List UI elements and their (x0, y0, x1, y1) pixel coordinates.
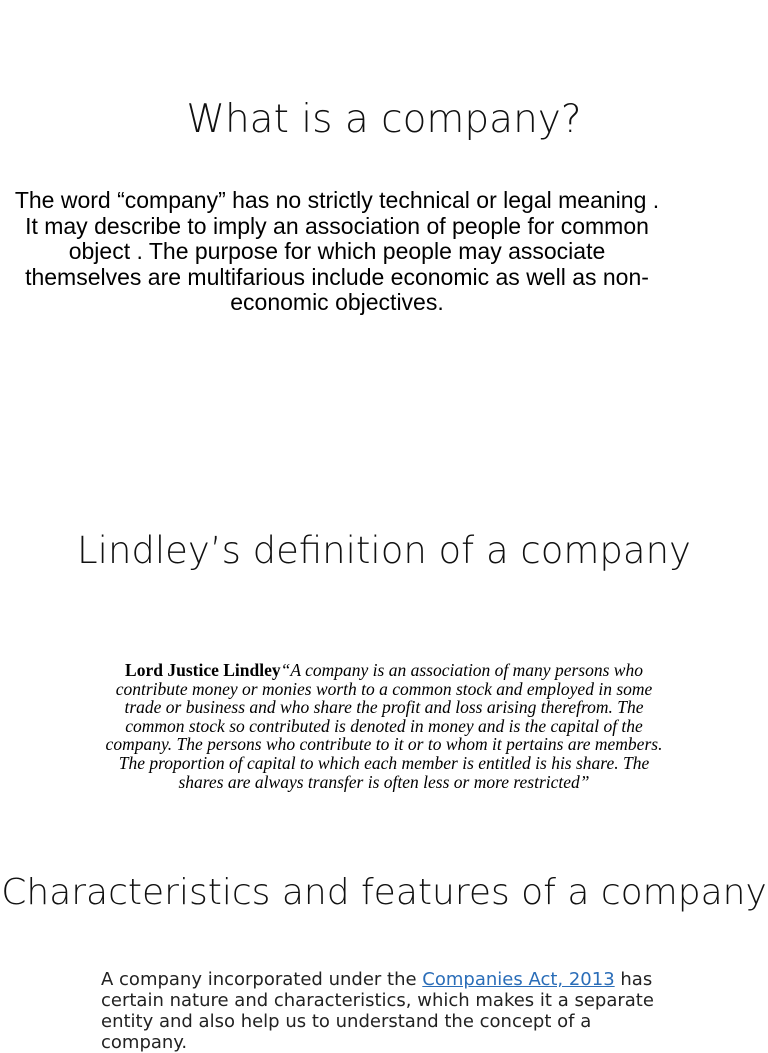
quote-text: “A company is an association of many persons who contribute money or monies worth to a common stock and employed in some trade or business and who share the profit and loss arising therefrom. The common stock so contributed is denoted in money and is the capital of the company. The persons who contribute to it or to whom it pertains are members. The proportion of capital to which each member is entitled is his share. The shares are always transfer is often less or more restricted” (105, 660, 663, 792)
definition-quote (98, 661, 670, 791)
slide-body-text: The word “company” has no strictly technical or legal meaning . It may describe to imply an association of people for common object . The purpose for which people may associate themselves are multifarious include economic as well as non-economic objectives. (14, 187, 660, 315)
body-text-end: has certain nature and characteristics, which makes it a separate entity and also help us to understand the concept of a company. (101, 969, 654, 1053)
slide-title: What is a company? (186, 97, 582, 142)
body-text-start: A company incorporated under the (101, 969, 423, 990)
quote-speaker: Lord Justice Lindley (125, 660, 281, 680)
slide-title: Lindley’s definition of a company (77, 529, 691, 572)
companies-act-link[interactable]: Companies Act, 2013 (422, 969, 615, 990)
slide-title: Characteristics and features of a company (1, 872, 767, 913)
slide-body-text (101, 969, 661, 1053)
